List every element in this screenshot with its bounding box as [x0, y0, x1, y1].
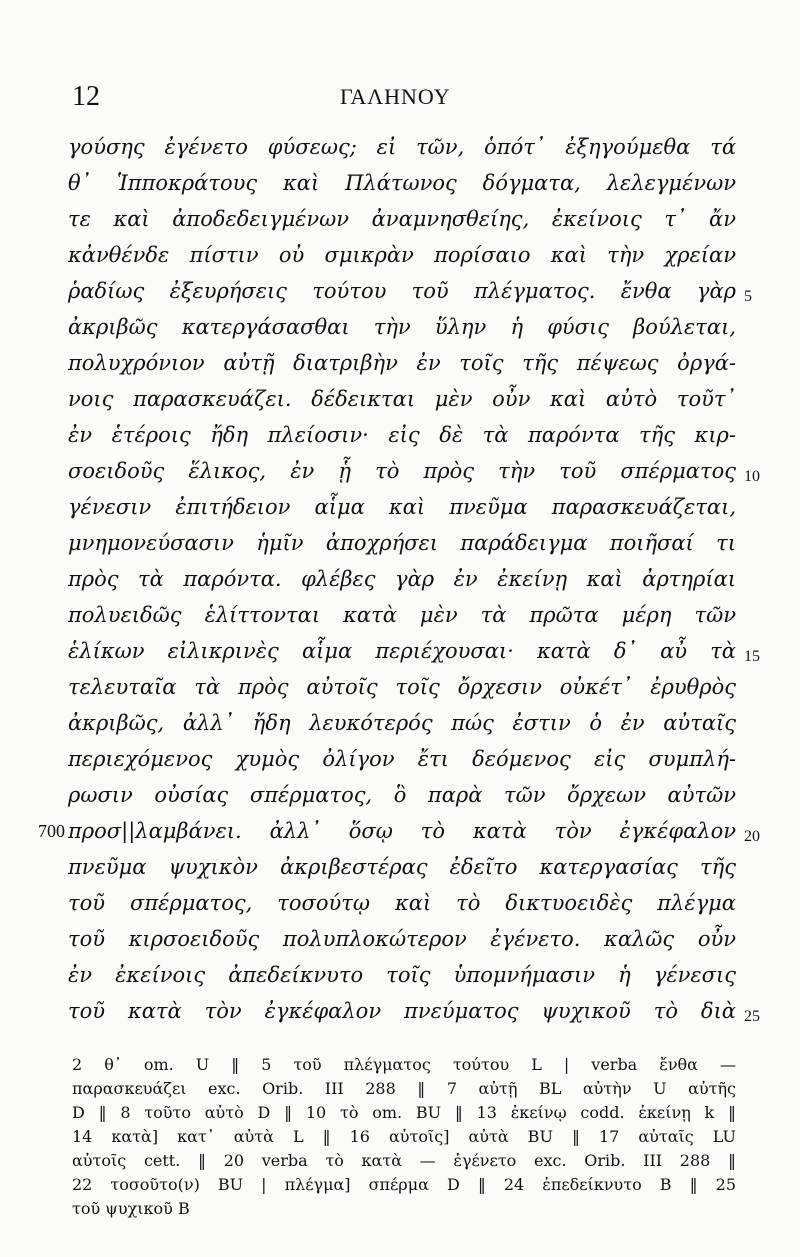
text-line: ἑλίκων εἰλικρινὲς αἷμα περιέχουσαι· κατὰ δ᾽ αὖ τὰ	[68, 639, 736, 663]
text-line: μνημονεύσασιν ἡμῖν ἀποχρήσει παράδειγμα ποιῆσαί τι	[68, 531, 736, 555]
text-line: ἐν ἐκείνοις ἀπεδείκνυτο τοῖς ὑπομνήμασιν ἡ γένεσις	[68, 963, 736, 987]
text-line: περιεχόμενος χυμὸς ὀλίγον ἔτι δεόμενος εἰς συμπλή-	[68, 747, 736, 771]
text-line: γούσης ἐγένετο φύσεως; εἰ τῶν, ὁπότ᾽ ἐξηγούμεθα τά	[68, 135, 736, 159]
footnote-line: 2 θ᾽ om. U ‖ 5 τοῦ πλέγματος τούτου L | verba ἔνθα —	[72, 1055, 736, 1074]
text-line: ἀκριβῶς, ἀλλ᾽ ἤδη λευκότερός πώς ἐστιν ὁ ἐν αὐταῖς	[68, 711, 736, 735]
text-line: τε καὶ ἀποδεδειγμένων ἀναμνησθείης, ἐκείνοις τ᾽ ἄν	[68, 207, 736, 231]
line-number: 25	[744, 1008, 760, 1025]
line-number: 15	[744, 648, 760, 665]
text-line: προσ||λαμβάνει. ἀλλ᾽ ὅσῳ τὸ κατὰ τὸν ἐγκέφαλον	[68, 819, 736, 843]
text-line: πολυχρόνιον αὐτῇ διατριβὴν ἐν τοῖς τῆς πέψεως ὀργά-	[68, 351, 736, 375]
text-line: τοῦ κιρσοειδοῦς πολυπλοκώτερον ἐγένετο. καλῶς οὖν	[68, 927, 736, 951]
text-line: ρωσιν οὐσίας σπέρματος, ὃ παρὰ τῶν ὄρχεων αὐτῶν	[68, 783, 736, 807]
text-line: θ᾽ Ἱπποκράτους καὶ Πλάτωνος δόγματα, λελεγμένων	[68, 171, 736, 195]
margin-page-reference: 700	[38, 821, 65, 841]
footnote-line: 22 τοσοῦτο(ν) BU | πλέγμα] σπέρμα D ‖ 24 ἐπεδείκνυτο B ‖ 25	[72, 1175, 736, 1194]
text-line: τοῦ κατὰ τὸν ἐγκέφαλον πνεύματος ψυχικοῦ τὸ διὰ	[68, 999, 736, 1023]
footnote-line: αὐτοῖς cett. ‖ 20 verba τὸ κατὰ — ἐγένετο exc. Orib. III 288 ‖	[72, 1151, 736, 1170]
line-number: 10	[744, 468, 760, 485]
footnote-line: τοῦ ψυχικοῦ B	[72, 1199, 190, 1218]
footnote-line: D ‖ 8 τοῦτο αὐτὸ D ‖ 10 τὸ om. BU ‖ 13 ἐκείνῳ codd. ἐκείνῃ k ‖	[72, 1103, 736, 1122]
text-line: ἀκριβῶς κατεργάσασθαι τὴν ὕλην ἡ φύσις βούλεται,	[68, 315, 736, 339]
footnote-line: 14 κατὰ] κατ᾽ αὐτὰ L ‖ 16 αὐτοῖς] αὐτὰ BU ‖ 17 αὐταῖς LU	[72, 1127, 736, 1146]
text-line: πρὸς τὰ παρόντα. φλέβες γὰρ ἐν ἐκείνῃ καὶ ἀρτηρίαι	[68, 567, 736, 591]
text-line: ἐν ἑτέροις ἤδη πλείοσιν· εἰς δὲ τὰ παρόντα τῆς κιρ-	[68, 423, 736, 447]
running-head: ΓΑΛΗΝΟΥ	[340, 84, 451, 109]
text-line: ῥαδίως ἐξευρήσεις τούτου τοῦ πλέγματος. ἔνθα γὰρ	[68, 279, 736, 303]
line-number: 20	[744, 828, 760, 845]
text-line: τελευταῖα τὰ πρὸς αὐτοῖς τοῖς ὄρχεσιν οὐκέτ᾽ ἐρυθρὸς	[68, 675, 736, 699]
footnote-line: παρασκευάζει exc. Orib. III 288 ‖ 7 αὐτῇ BL αὐτὴν U αὐτῆς	[72, 1079, 736, 1098]
text-line: πνεῦμα ψυχικὸν ἀκριβεστέρας ἐδεῖτο κατεργασίας τῆς	[68, 855, 736, 879]
text-line: τοῦ σπέρματος, τοσούτῳ καὶ τὸ δικτυοειδὲς πλέγμα	[68, 891, 736, 915]
text-line: γένεσιν ἐπιτήδειον αἷμα καὶ πνεῦμα παρασκευάζεται,	[68, 495, 736, 519]
line-number: 5	[744, 288, 752, 305]
text-line: πολυειδῶς ἑλίττονται κατὰ μὲν τὰ πρῶτα μέρη τῶν	[68, 603, 736, 627]
text-line: νοις παρασκευάζει. δέδεικται μὲν οὖν καὶ αὐτὸ τοῦτ᾽	[68, 387, 736, 411]
text-line: σοειδοῦς ἕλικος, ἐν ᾗ τὸ πρὸς τὴν τοῦ σπέρματος	[68, 459, 736, 483]
text-line: κἀνθένδε πίστιν οὐ σμικρὰν πορίσαιο καὶ τὴν χρείαν	[68, 243, 736, 267]
page-number: 12	[72, 81, 100, 112]
